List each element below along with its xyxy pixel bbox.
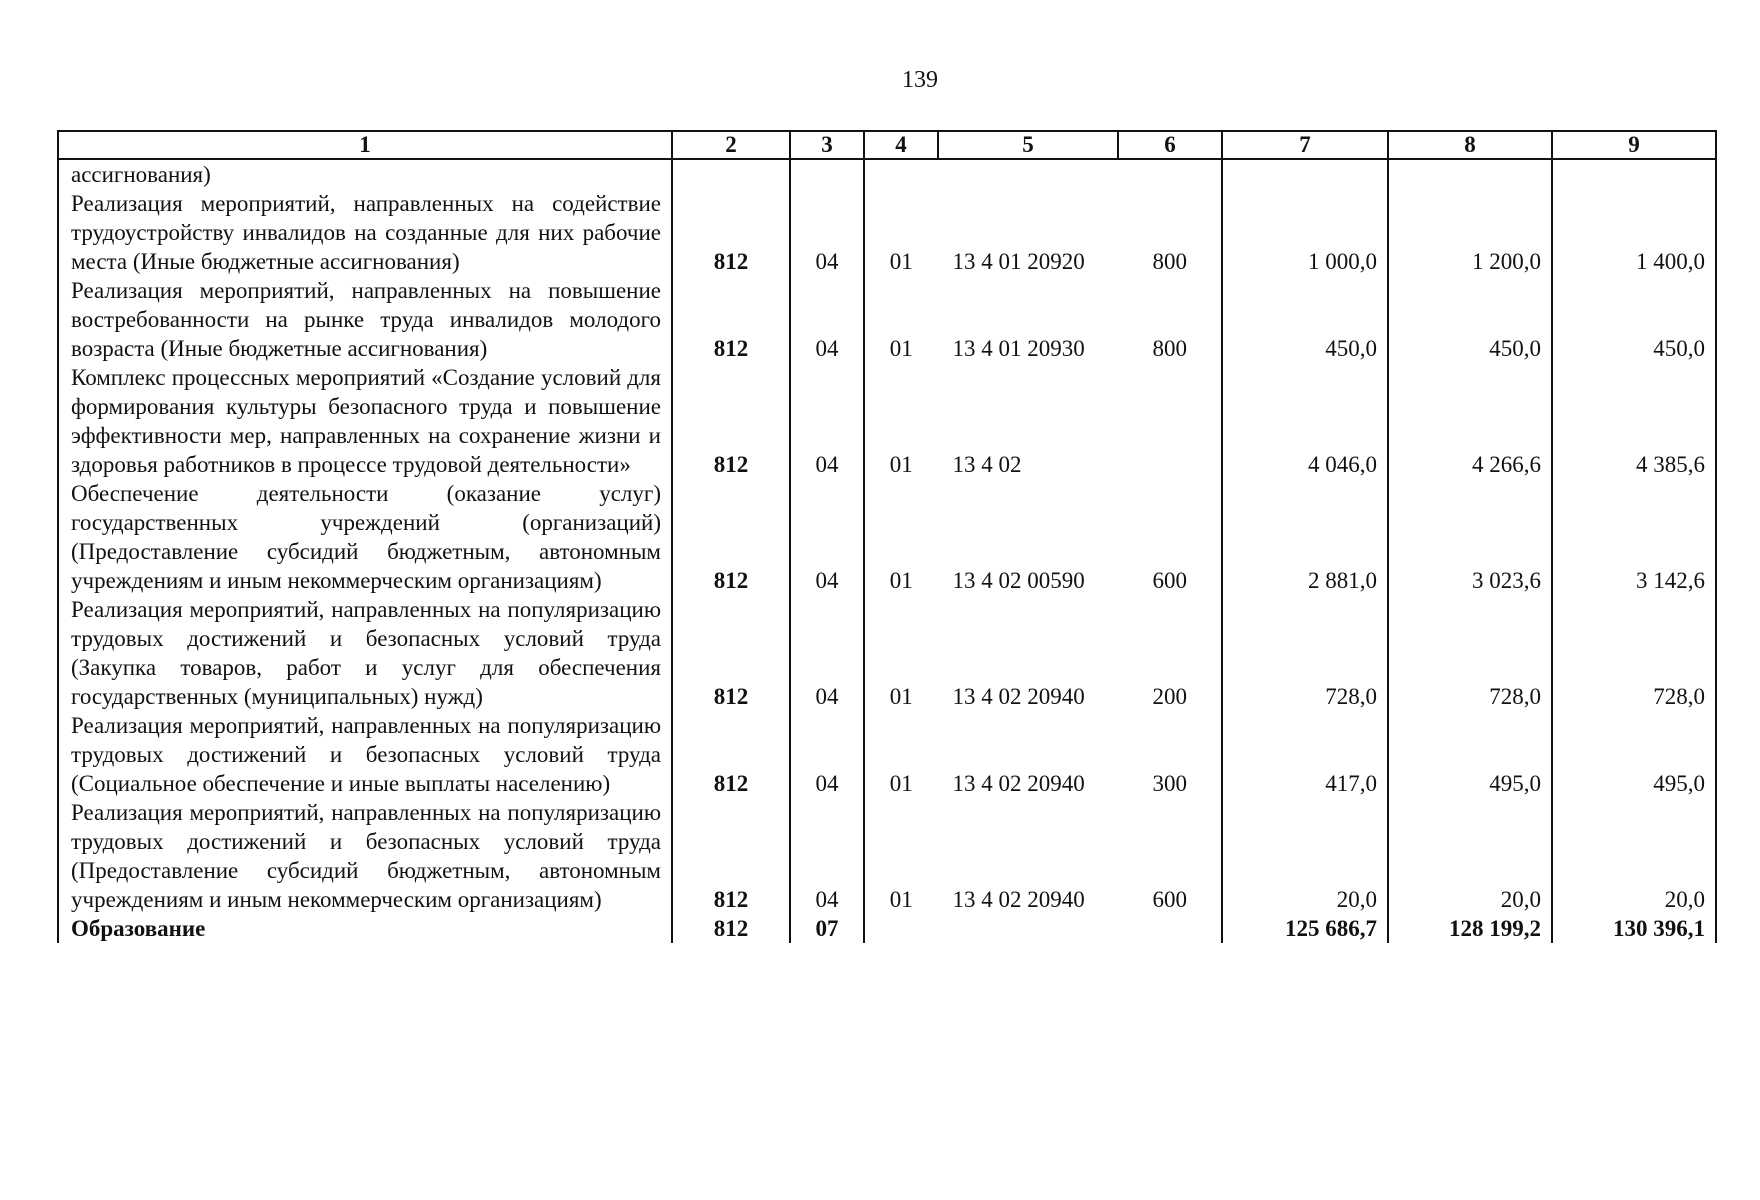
cell-expense-type: 300 <box>1152 771 1187 796</box>
header-col-3: 3 <box>790 131 864 159</box>
header-col-1: 1 <box>58 131 672 159</box>
cell-expense-type: 600 <box>1152 568 1187 593</box>
cell-subsection <box>864 914 938 943</box>
cell-target-item: 13 4 02 20940 <box>952 887 1085 912</box>
cell-amount-year-3: 1 400,0 <box>1552 189 1716 276</box>
cell-amount-year-2: 728,0 <box>1388 595 1552 711</box>
cell-section: 04 <box>790 363 864 479</box>
cell-target-item: 13 4 01 20920 <box>952 249 1085 274</box>
page-number: 139 <box>902 67 938 93</box>
header-col-2: 2 <box>672 131 790 159</box>
cell-ministry-code: 812 <box>672 479 790 595</box>
cell-amount-year-1: 728,0 <box>1222 595 1388 711</box>
header-col-7: 7 <box>1222 131 1388 159</box>
budget-table <box>57 130 1717 943</box>
row-description: Обеспечение деятельности (оказание услуг) государственных учреждений (организаций) (Предоставление субсидий бюджетным, автономным учреждениям и иным некоммерческим организациям) <box>58 479 672 595</box>
cell-expense-type: 800 <box>1152 336 1187 361</box>
cell-subsection: 01 <box>889 452 913 477</box>
cell-subsection: 01 <box>889 887 913 912</box>
cell-amount-year-1: 20,0 <box>1222 798 1388 914</box>
cell-section: 04 <box>790 276 864 363</box>
table-row <box>58 276 1716 363</box>
cell-amount-year-2: 1 200,0 <box>1388 189 1552 276</box>
row-description: Образование <box>58 914 672 943</box>
cell-amount-year-3: 4 385,6 <box>1552 363 1716 479</box>
table-row <box>58 159 1716 189</box>
cell-expense-type <box>1118 363 1222 479</box>
row-description: Реализация мероприятий, направленных на популяризацию трудовых достижений и безопасных условий труда (Предоставление субсидий бюджетным, автономным учреждениям и иным некоммерческим организациям) <box>58 798 672 914</box>
cell-amount-year-3 <box>1552 159 1716 189</box>
cell-section: 04 <box>790 711 864 798</box>
cell-target-item: 13 4 02 00590 <box>952 568 1085 593</box>
cell-expense-type: 800 <box>1152 249 1187 274</box>
table-row <box>58 479 1716 595</box>
cell-amount-year-1: 4 046,0 <box>1222 363 1388 479</box>
cell-amount-year-3: 495,0 <box>1552 711 1716 798</box>
cell-ministry-code: 812 <box>672 363 790 479</box>
header-row <box>58 131 1716 159</box>
cell-amount-year-1: 2 881,0 <box>1222 479 1388 595</box>
table-row <box>58 189 1716 276</box>
row-description: Реализация мероприятий, направленных на содействие трудоустройству инвалидов на созданные для них рабочие места (Иные бюджетные ассигнования) <box>58 189 672 276</box>
cell-ministry-code <box>672 159 790 189</box>
cell-target-item: 13 4 02 20940 <box>952 771 1085 796</box>
cell-ministry-code: 812 <box>672 189 790 276</box>
cell-expense-type: 600 <box>1152 887 1187 912</box>
header-col-8: 8 <box>1388 131 1552 159</box>
cell-amount-year-1: 1 000,0 <box>1222 189 1388 276</box>
header-col-9: 9 <box>1552 131 1716 159</box>
cell-expense-type <box>1118 159 1222 189</box>
cell-target-item <box>938 914 1118 943</box>
cell-amount-year-1 <box>1222 159 1388 189</box>
cell-subsection: 01 <box>889 336 913 361</box>
table-row <box>58 914 1716 943</box>
cell-subsection: 01 <box>889 771 913 796</box>
row-description: Реализация мероприятий, направленных на популяризацию трудовых достижений и безопасных условий труда (Социальное обеспечение и иные выплаты населению) <box>58 711 672 798</box>
table-row <box>58 798 1716 914</box>
table-row <box>58 595 1716 711</box>
cell-amount-year-1: 450,0 <box>1222 276 1388 363</box>
cell-ministry-code: 812 <box>672 595 790 711</box>
cell-ministry-code: 812 <box>672 711 790 798</box>
cell-amount-year-2: 450,0 <box>1388 276 1552 363</box>
cell-amount-year-1: 125 686,7 <box>1222 914 1388 943</box>
cell-section <box>790 159 864 189</box>
cell-section: 04 <box>790 189 864 276</box>
header-col-6: 6 <box>1118 131 1222 159</box>
cell-amount-year-3: 450,0 <box>1552 276 1716 363</box>
cell-subsection: 01 <box>889 249 913 274</box>
cell-amount-year-2: 128 199,2 <box>1388 914 1552 943</box>
cell-amount-year-3: 728,0 <box>1552 595 1716 711</box>
cell-ministry-code: 812 <box>672 276 790 363</box>
cell-subsection: 01 <box>889 568 913 593</box>
table-row <box>58 711 1716 798</box>
cell-amount-year-2: 495,0 <box>1388 711 1552 798</box>
cell-target-item <box>938 159 1118 189</box>
cell-section: 04 <box>790 479 864 595</box>
row-description: Комплекс процессных мероприятий «Создание условий для формирования культуры безопасного труда и повышение эффективности мер, направленных на сохранение жизни и здоровья работников в процессе трудовой деятельности» <box>58 363 672 479</box>
cell-amount-year-2: 20,0 <box>1388 798 1552 914</box>
cell-amount-year-1: 417,0 <box>1222 711 1388 798</box>
header-col-5: 5 <box>938 131 1118 159</box>
cell-amount-year-2: 3 023,6 <box>1388 479 1552 595</box>
cell-amount-year-2 <box>1388 159 1552 189</box>
row-description: Реализация мероприятий, направленных на повышение востребованности на рынке труда инвалидов молодого возраста (Иные бюджетные ассигнования) <box>58 276 672 363</box>
cell-target-item: 13 4 01 20930 <box>952 336 1085 361</box>
cell-target-item: 13 4 02 <box>952 452 1022 477</box>
cell-section: 07 <box>790 914 864 943</box>
cell-ministry-code: 812 <box>672 914 790 943</box>
header-col-4: 4 <box>864 131 938 159</box>
cell-ministry-code: 812 <box>672 798 790 914</box>
cell-expense-type <box>1118 914 1222 943</box>
cell-amount-year-2: 4 266,6 <box>1388 363 1552 479</box>
cell-expense-type: 200 <box>1152 684 1187 709</box>
cell-section: 04 <box>790 798 864 914</box>
row-description: ассигнования) <box>58 159 672 189</box>
cell-amount-year-3: 20,0 <box>1552 798 1716 914</box>
cell-section: 04 <box>790 595 864 711</box>
cell-target-item: 13 4 02 20940 <box>952 684 1085 709</box>
cell-subsection <box>864 159 938 189</box>
table-row <box>58 363 1716 479</box>
cell-amount-year-3: 130 396,1 <box>1552 914 1716 943</box>
row-description: Реализация мероприятий, направленных на популяризацию трудовых достижений и безопасных условий труда (Закупка товаров, работ и услуг для обеспечения государственных (муниципальных) нужд) <box>58 595 672 711</box>
cell-subsection: 01 <box>889 684 913 709</box>
cell-amount-year-3: 3 142,6 <box>1552 479 1716 595</box>
